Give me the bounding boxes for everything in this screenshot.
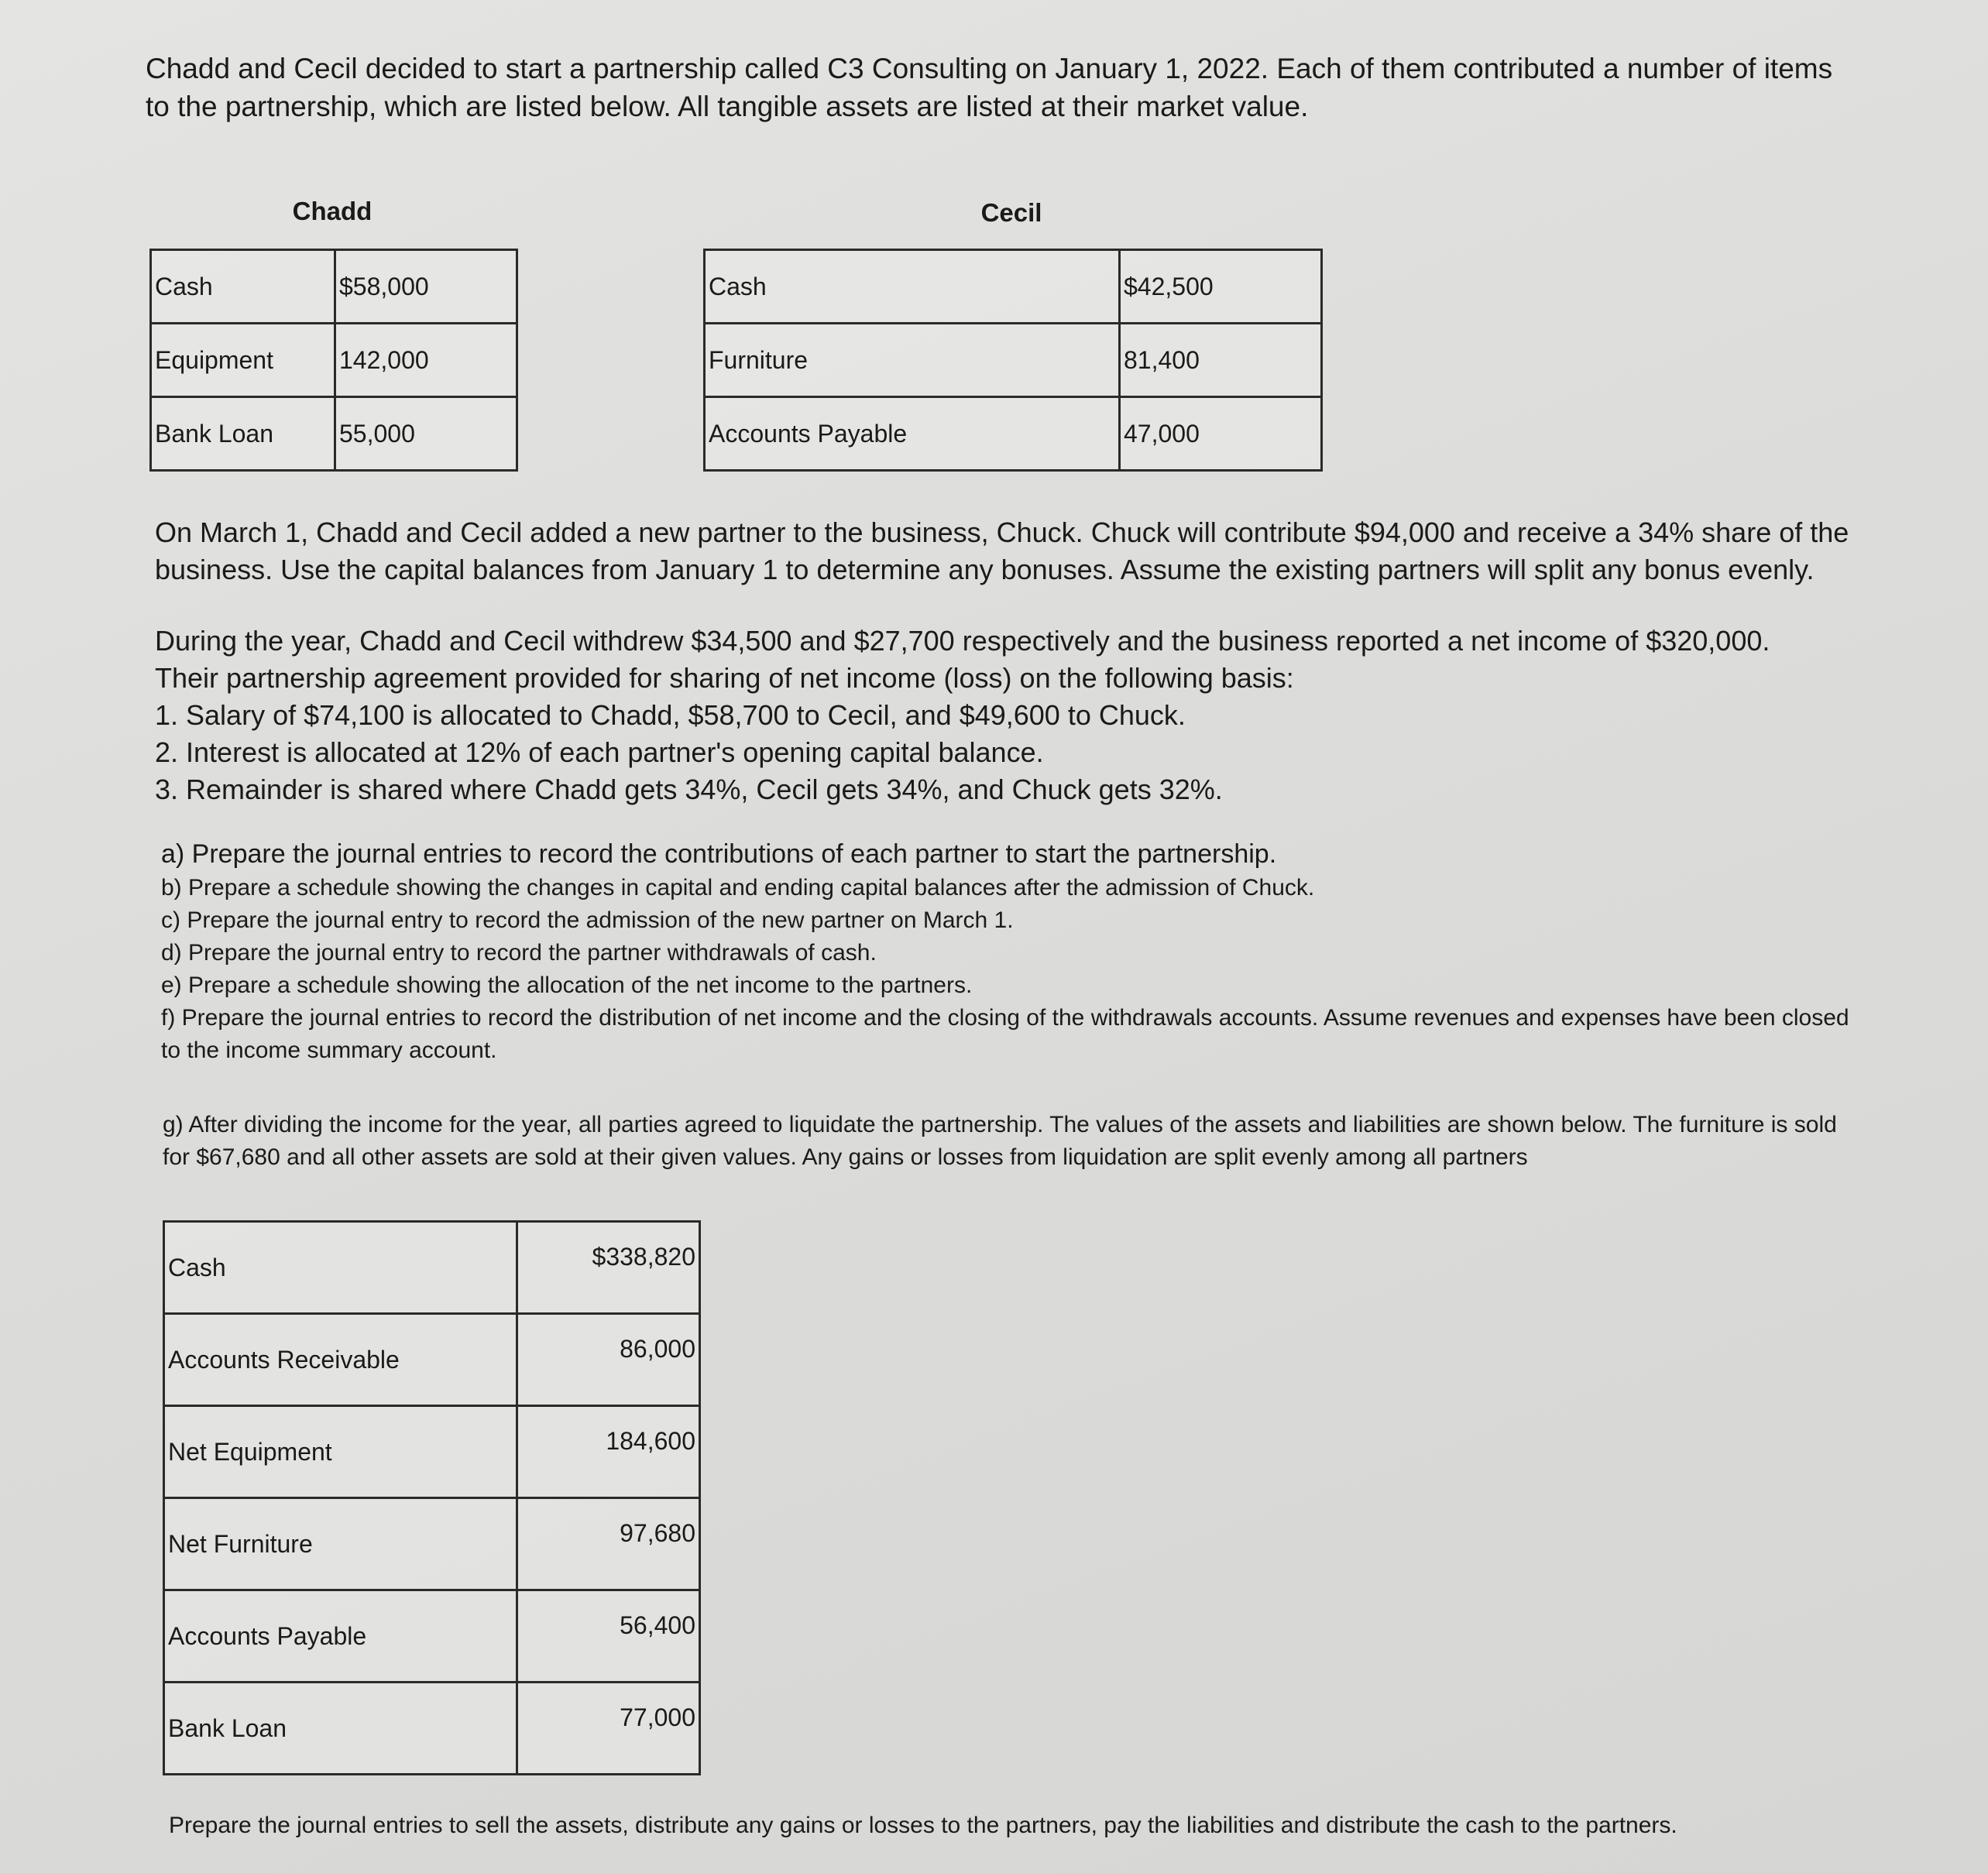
- question-c: c) Prepare the journal entry to record the admission of the new partner on March 1.: [161, 907, 1014, 933]
- intro-paragraph: Chadd and Cecil decided to start a partnership called C3 Consulting on January 1, 2022. Each of them contributed a number of items to the partnership, which are listed below. All tangible assets are listed at their market value.: [146, 53, 1833, 122]
- table-row: [705, 250, 1322, 324]
- item-cell: Bank Loan: [151, 397, 335, 471]
- item-cell: Net Furniture: [164, 1498, 517, 1590]
- value-cell: 86,000: [517, 1314, 700, 1406]
- income-sharing-section: [155, 623, 1897, 808]
- contributions-section: [0, 197, 1988, 491]
- item-cell: Cash: [705, 250, 1120, 324]
- item-cell: Cash: [151, 250, 335, 324]
- value-cell: 184,600: [517, 1406, 700, 1498]
- item-cell: Accounts Receivable: [164, 1314, 517, 1406]
- table-row: [705, 324, 1322, 397]
- question-e: e) Prepare a schedule showing the allocation of the net income to the partners.: [161, 973, 973, 998]
- item-cell: Equipment: [151, 324, 335, 397]
- item-cell: Bank Loan: [164, 1683, 517, 1775]
- value-cell: 77,000: [517, 1683, 700, 1775]
- questions-list: [161, 836, 1865, 1067]
- value-cell: 56,400: [517, 1590, 700, 1683]
- question-f: f) Prepare the journal entries to record the distribution of net income and the closing of the withdrawals accounts. Assume revenues and expenses have been closed to the income summary account.: [161, 1005, 1849, 1063]
- table-row: [164, 1314, 700, 1406]
- value-cell: 47,000: [1120, 397, 1322, 471]
- table-row: [705, 397, 1322, 471]
- table-row: [151, 250, 517, 324]
- admission-paragraph: On March 1, Chadd and Cecil added a new partner to the business, Chuck. Chuck will contribute $94,000 and receive a 34% share of the business. Use the capital balances from January 1 to determine any bonuses. Assume the existing partners will split any bonus evenly.: [155, 516, 1849, 585]
- chadd-contributions-table: [149, 249, 518, 472]
- final-instruction: Prepare the journal entries to sell the assets, distribute any gains or losses to the partners, pay the liabilities and distribute the cash to the partners.: [169, 1813, 1677, 1838]
- value-cell: $338,820: [517, 1222, 700, 1314]
- question-g: g) After dividing the income for the year, all parties agreed to liquidate the partnership. The values of the assets and liabilities are shown below. The furniture is sold for $67,680 and all other assets are sold at their given values. Any gains or losses from liquidation are split evenly among all partners: [163, 1112, 1837, 1170]
- value-cell: 142,000: [335, 324, 517, 397]
- item-cell: Furniture: [705, 324, 1120, 397]
- rule-item: 3. Remainder is shared where Chadd gets 34%, Cecil gets 34%, and Chuck gets 32%.: [155, 774, 1223, 805]
- question-b: b) Prepare a schedule showing the changes in capital and ending capital balances after the admission of Chuck.: [161, 875, 1315, 900]
- value-cell: 81,400: [1120, 324, 1322, 397]
- item-cell: Net Equipment: [164, 1406, 517, 1498]
- table-row: [164, 1590, 700, 1683]
- withdrawals-line: During the year, Chadd and Cecil withdrew $34,500 and $27,700 respectively and the business reported a net income of $320,000.: [155, 625, 1770, 657]
- cecil-contributions-table: [703, 249, 1323, 472]
- value-cell: $58,000: [335, 250, 517, 324]
- liquidation-table: [163, 1220, 701, 1775]
- question-a: a) Prepare the journal entries to record the contributions of each partner to start the partnership.: [161, 839, 1277, 869]
- table-row: [164, 1222, 700, 1314]
- cecil-heading: Cecil: [980, 198, 1042, 227]
- chadd-heading: Chadd: [292, 197, 373, 225]
- agreement-line: Their partnership agreement provided for sharing of net income (loss) on the following basis:: [155, 662, 1294, 694]
- value-cell: $42,500: [1120, 250, 1322, 324]
- table-row: [151, 397, 517, 471]
- table-row: [164, 1406, 700, 1498]
- question-d: d) Prepare the journal entry to record the partner withdrawals of cash.: [161, 940, 877, 966]
- value-cell: 97,680: [517, 1498, 700, 1590]
- rule-item: 2. Interest is allocated at 12% of each partner's opening capital balance.: [155, 736, 1044, 768]
- table-row: [151, 324, 517, 397]
- item-cell: Accounts Payable: [164, 1590, 517, 1683]
- table-row: [164, 1498, 700, 1590]
- item-cell: Cash: [164, 1222, 517, 1314]
- value-cell: 55,000: [335, 397, 517, 471]
- item-cell: Accounts Payable: [705, 397, 1120, 471]
- rule-item: 1. Salary of $74,100 is allocated to Chadd, $58,700 to Cecil, and $49,600 to Chuck.: [155, 699, 1186, 731]
- table-row: [164, 1683, 700, 1775]
